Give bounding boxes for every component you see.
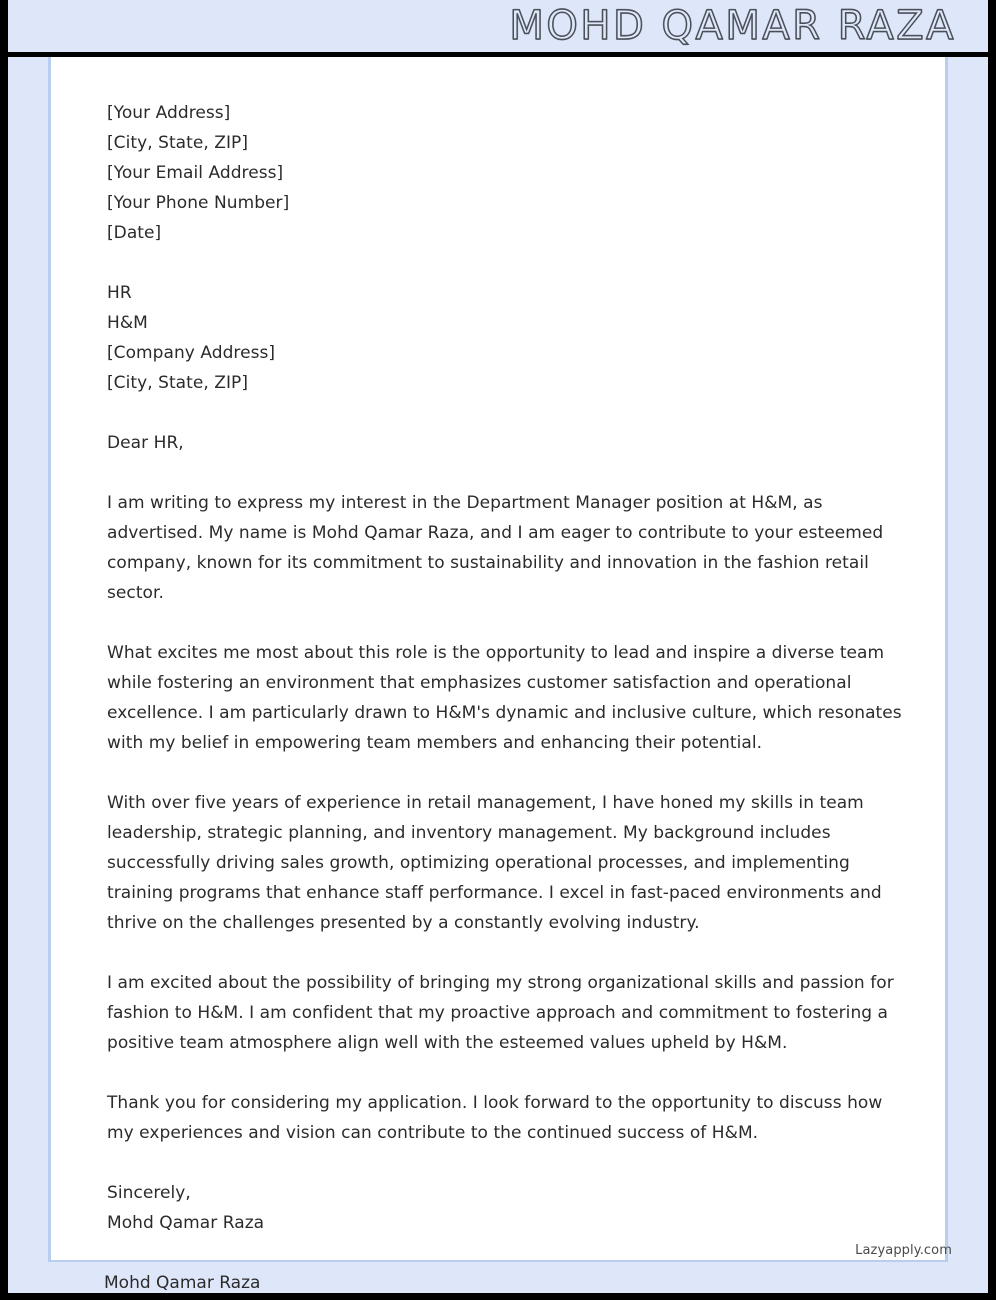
sender-address-block (107, 98, 907, 248)
body-paragraph: I am writing to express my interest in the Department Manager position at H&M, as advertised. My name is Mohd Qamar Raza, and I am eager to contribute to your esteemed company, known for its commitment to sustainability and innovation in the fashion retail sector. (107, 493, 884, 603)
sender-address-line: [Your Address] (107, 103, 231, 123)
salutation: Dear HR, (107, 433, 184, 453)
spacer (107, 1148, 907, 1178)
recipient-address-block (107, 278, 907, 398)
letterhead-band (8, 0, 988, 52)
sender-city-line: [City, State, ZIP] (107, 133, 249, 153)
watermark-label: Lazyapply.com (855, 1243, 952, 1258)
recipient-city-line: [City, State, ZIP] (107, 373, 249, 393)
closing-line: Sincerely, (107, 1183, 191, 1203)
sender-email-line: [Your Email Address] (107, 163, 284, 183)
signature-name: Mohd Qamar Raza (107, 1213, 265, 1233)
body-paragraph: What excites me most about this role is the opportunity to lead and inspire a diverse team while fostering an environment that emphasizes customer satisfaction and operational excellence. I am particularly drawn to H&M's dynamic and inclusive culture, which resonates with my belief in empowering team members and enhancing their potential. (107, 643, 902, 753)
spacer (107, 758, 907, 788)
sender-date-line: [Date] (107, 223, 162, 243)
letterhead-name: MOHD QAMAR RAZA (509, 3, 956, 49)
recipient-contact-line: HR (107, 283, 132, 303)
spacer (107, 248, 907, 278)
recipient-address-line: [Company Address] (107, 343, 276, 363)
body-paragraph: Thank you for considering my application. I look forward to the opportunity to discuss how my experiences and vision can contribute to the continued success of H&M. (107, 1093, 883, 1143)
body-paragraph: I am excited about the possibility of bringing my strong organizational skills and passion for fashion to H&M. I am confident that my proactive approach and commitment to fostering a positive team atmosphere align well with the esteemed values upheld by H&M. (107, 973, 894, 1053)
spacer (107, 1058, 907, 1088)
letter-sheet (48, 57, 948, 1262)
spacer (107, 608, 907, 638)
sender-phone-line: [Your Phone Number] (107, 193, 290, 213)
spacer (107, 398, 907, 428)
signature-name-overflow: Mohd Qamar Raza (104, 1273, 261, 1293)
body-paragraph: With over five years of experience in retail management, I have honed my skills in team leadership, strategic planning, and inventory management. My background includes successfully driving sales growth, optimizing operational processes, and implementing training programs that enhance staff performance. I excel in fast-paced environments and thrive on the challenges presented by a constantly evolving industry. (107, 793, 882, 933)
spacer (107, 938, 907, 968)
letter-body (107, 98, 907, 1238)
spacer (107, 458, 907, 488)
recipient-company-line: H&M (107, 313, 148, 333)
